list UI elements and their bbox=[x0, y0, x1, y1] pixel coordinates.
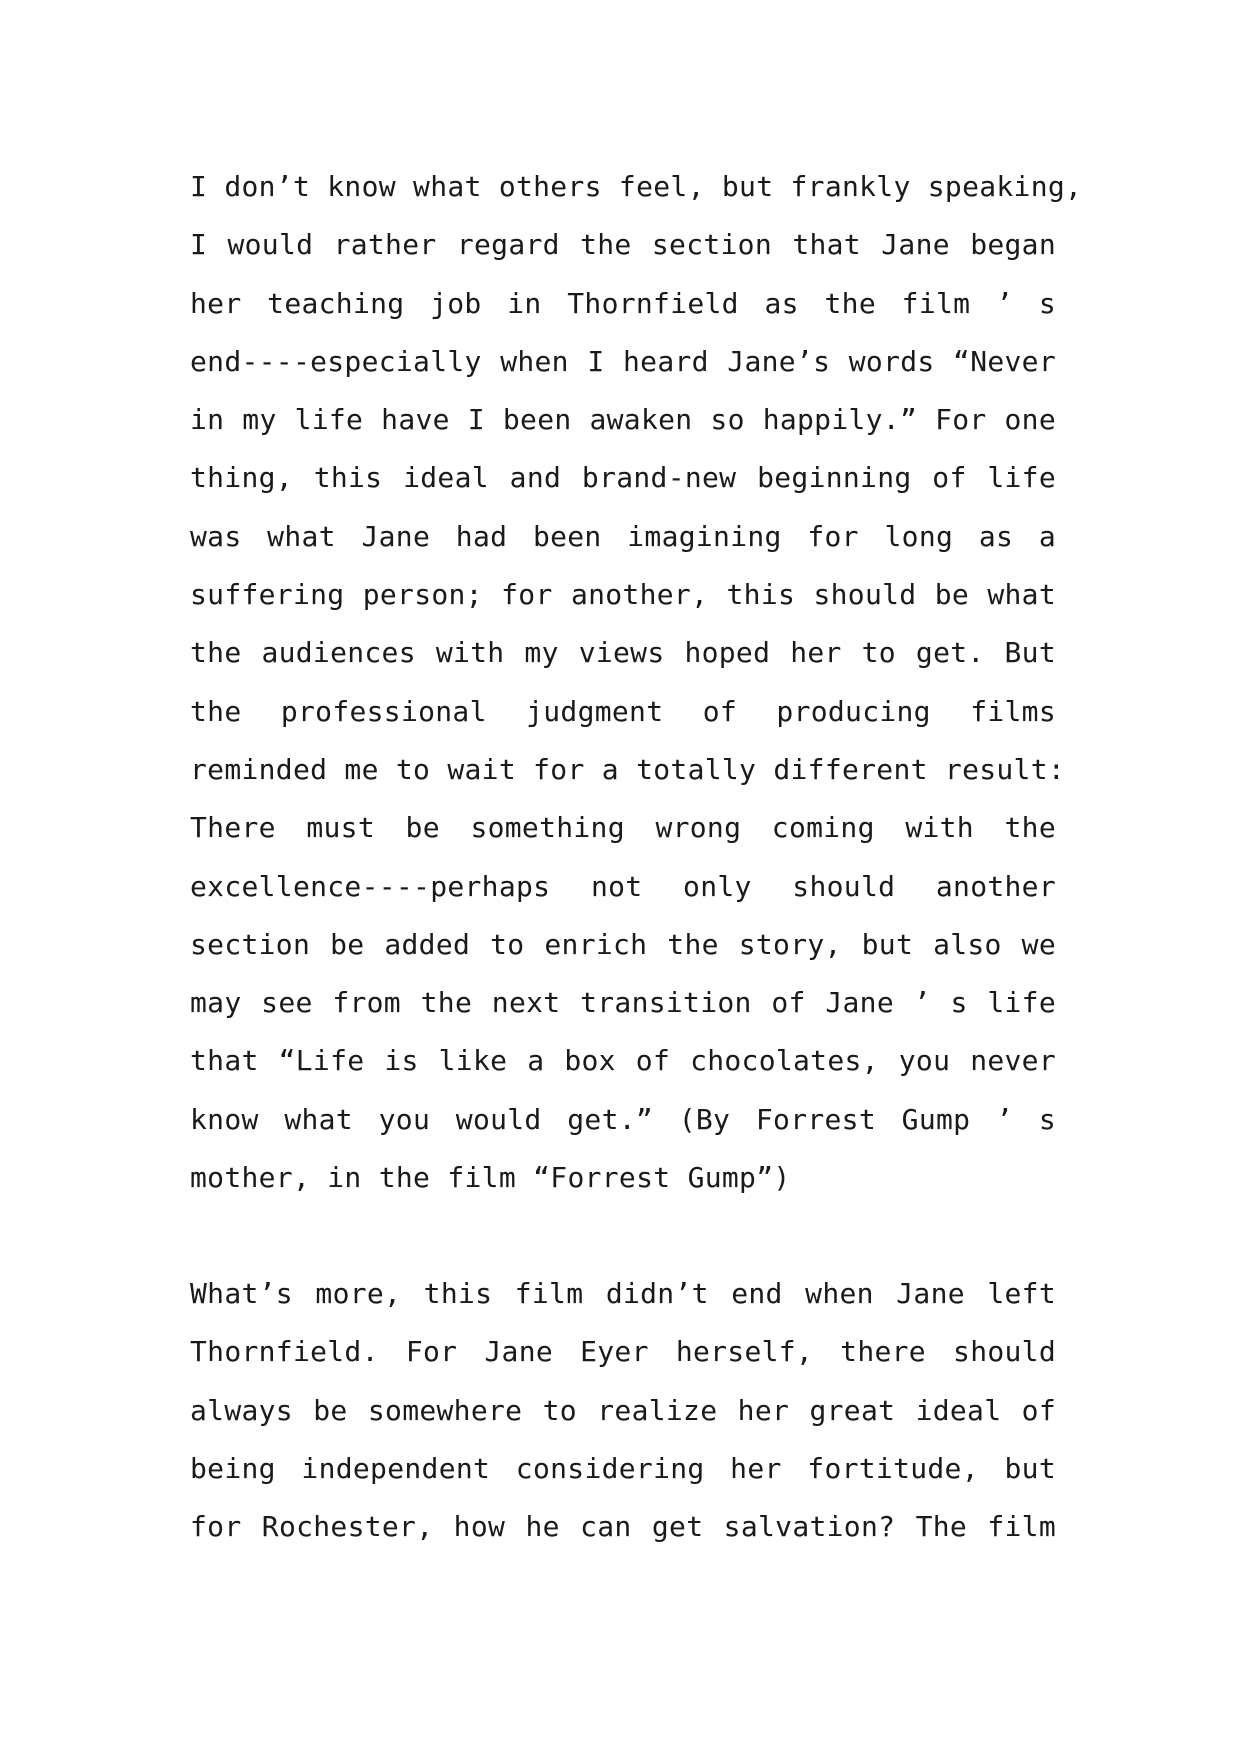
paragraph-line: I would rather regard the section that Jane began bbox=[190, 228, 1056, 262]
paragraph-line: section be added to enrich the story, but also we bbox=[190, 927, 1056, 961]
paragraph-line: excellence----perhaps not only should another bbox=[190, 869, 1056, 903]
paragraph-line: that “Life is like a box of chocolates, you never bbox=[190, 1044, 1056, 1078]
paragraph-line: her teaching job in Thornfield as the film ’ s bbox=[190, 286, 1056, 320]
paragraph-line: reminded me to wait for a totally different result: bbox=[190, 752, 1066, 786]
paragraph-line: What’s more, this film didn’t end when Jane left bbox=[190, 1277, 1056, 1310]
paragraph-line: always be somewhere to realize her great ideal of bbox=[190, 1393, 1056, 1427]
paragraph-line: was what Jane had been imagining for long as a bbox=[190, 519, 1056, 553]
paragraph-line: being independent considering her fortitude, but bbox=[190, 1451, 1056, 1485]
paragraph-1 bbox=[190, 158, 1083, 1207]
paragraph-line: for Rochester, how he can get salvation? The film bbox=[190, 1510, 1056, 1544]
paragraph-line: mother, in the film “Forrest Gump”) bbox=[190, 1161, 791, 1195]
paragraph-line: the professional judgment of producing films bbox=[190, 694, 1056, 728]
paragraph-2 bbox=[190, 1265, 1056, 1556]
paragraph-line: There must be something wrong coming with the bbox=[190, 811, 1056, 845]
paragraph-line: thing, this ideal and brand-new beginning of life bbox=[190, 461, 1056, 495]
paragraph-line: may see from the next transition of Jane ’ s life bbox=[190, 986, 1056, 1020]
paragraph-line: suffering person; for another, this should be what bbox=[190, 578, 1056, 612]
paragraph-line: end----especially when I heard Jane’s words “Never bbox=[190, 344, 1056, 378]
paragraph-line: Thornfield. For Jane Eyer herself, there should bbox=[190, 1335, 1056, 1369]
paragraph-line: I don’t know what others feel, but frankly speaking, bbox=[190, 170, 1083, 203]
paragraph-line: know what you would get.” (By Forrest Gump ’ s bbox=[190, 1102, 1056, 1136]
paragraph-line: in my life have I been awaken so happily.” For one bbox=[190, 403, 1056, 437]
paragraph-line: the audiences with my views hoped her to get. But bbox=[190, 636, 1056, 670]
